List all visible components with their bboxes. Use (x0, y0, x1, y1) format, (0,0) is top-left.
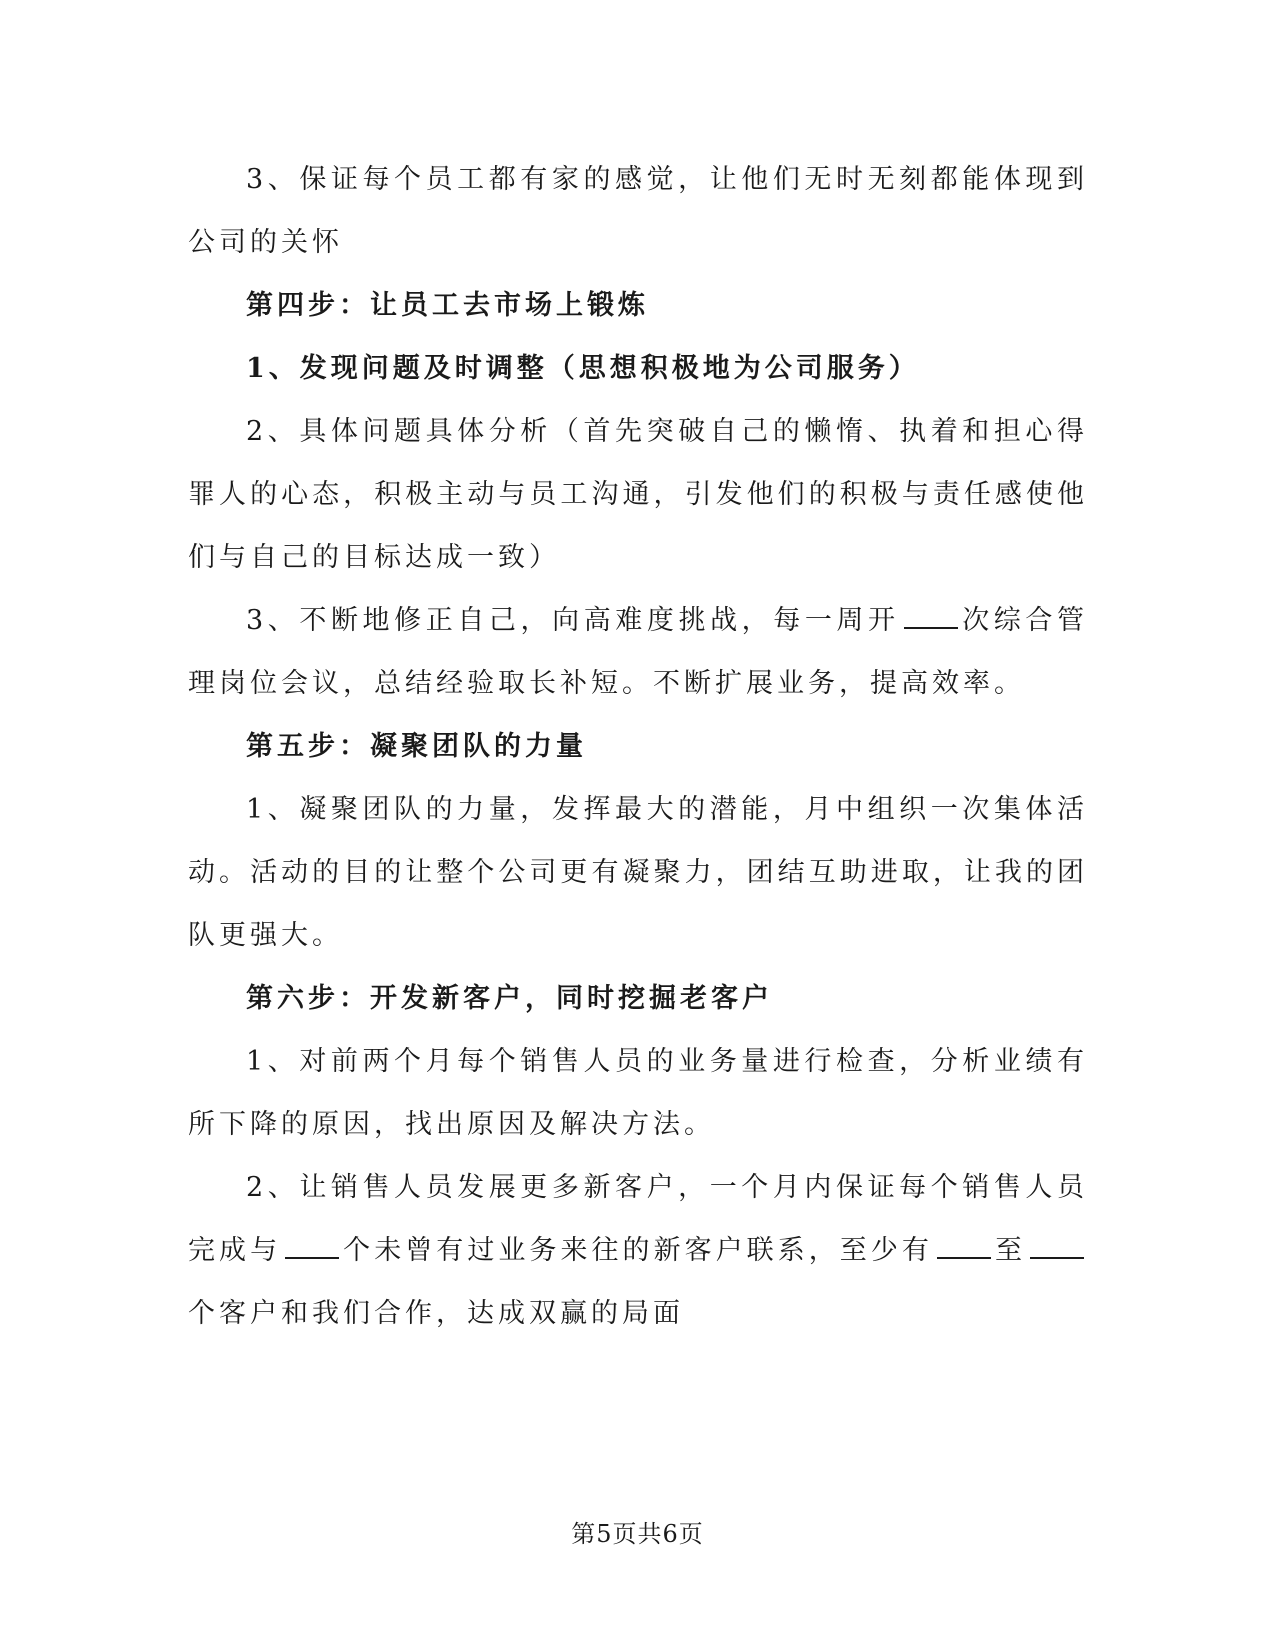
fill-in-blank (285, 1235, 339, 1259)
paragraph-text: 3、不断地修正自己，向高难度挑战，每一周开 (246, 605, 900, 636)
paragraph-text: 至 (994, 1235, 1027, 1266)
paragraph-text: 次综合管理岗位会议，总结经验取长补短。不断扩展业务，提高效率。 (188, 605, 1088, 699)
paragraph (188, 148, 1088, 274)
document-body (188, 148, 1088, 1345)
paragraph-text: 个客户和我们合作，达成双赢的局面 (188, 1298, 684, 1329)
paragraph (188, 400, 1088, 589)
fill-in-blank (1030, 1235, 1084, 1259)
section-heading (188, 967, 1088, 1030)
paragraph (188, 589, 1088, 715)
paragraph-text: 第四步：让员工去市场上锻炼 (246, 290, 649, 321)
paragraph (188, 1030, 1088, 1156)
paragraph-text: 2、具体问题具体分析（首先突破自己的懒惰、执着和担心得罪人的心态，积极主动与员工沟通，引发他们的积极与责任感使他们与自己的目标达成一致） (188, 416, 1088, 573)
fill-in-blank (937, 1235, 991, 1259)
paragraph-text: 1、对前两个月每个销售人员的业务量进行检查，分析业绩有所下降的原因，找出原因及解决方法。 (188, 1046, 1088, 1140)
section-heading (188, 715, 1088, 778)
paragraph-text: 3、保证每个员工都有家的感觉，让他们无时无刻都能体现到公司的关怀 (188, 164, 1088, 258)
paragraph-text: 1、凝聚团队的力量，发挥最大的潜能，月中组织一次集体活动。活动的目的让整个公司更有凝聚力，团结互助进取，让我的团队更强大。 (188, 794, 1088, 951)
paragraph (188, 1156, 1088, 1345)
paragraph-text: 第五步：凝聚团队的力量 (246, 731, 587, 762)
section-heading (188, 274, 1088, 337)
paragraph-text: 1、发现问题及时调整（思想积极地为公司服务） (246, 353, 920, 384)
paragraph-text: 2、让销售人员发展更多新客户，一个月内保证每个销售人员完成与 (188, 1172, 1088, 1266)
paragraph-text: 第六步：开发新客户，同时挖掘老客户 (246, 983, 773, 1014)
section-heading (188, 337, 1088, 400)
paragraph (188, 778, 1088, 967)
paragraph-text: 个未曾有过业务来往的新客户联系，至少有 (343, 1235, 933, 1266)
page-footer: 第5页共6页 (571, 1520, 704, 1548)
fill-in-blank (904, 605, 958, 629)
